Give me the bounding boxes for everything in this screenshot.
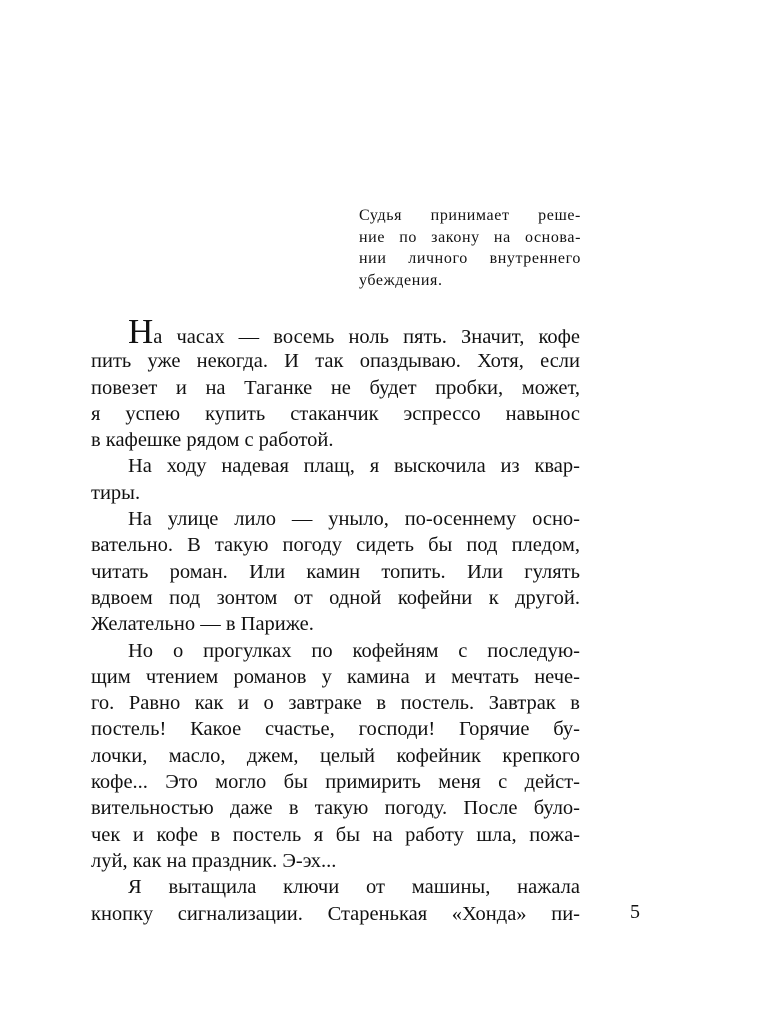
paragraph-line: кнопку сигнализации. Старенькая «Хонда» пи- <box>91 902 580 925</box>
paragraph-line <box>91 312 580 351</box>
paragraph-line: тиры. <box>91 481 141 504</box>
paragraph-line: вдвоем под зонтом от одной кофейни к другой. <box>91 586 580 609</box>
paragraph-line: постель! Какое счастье, господи! Горячие бу- <box>91 718 580 741</box>
paragraph-line: На улице лило — уныло, по-осеннему осно- <box>128 508 580 531</box>
paragraph-line-text: а часах — восемь ноль пять. Значит, кофе <box>153 326 580 348</box>
drop-cap: Н <box>128 312 154 351</box>
paragraph-line: в кафешке рядом с работой. <box>91 429 334 452</box>
paragraph-line: чек и кофе в постель я бы на работу шла, пожа- <box>91 823 580 846</box>
paragraph-line: луй, как на праздник. Э-эх... <box>91 849 337 872</box>
paragraph-line: пить уже некогда. И так опаздываю. Хотя, если <box>91 350 580 373</box>
paragraph-line: го. Равно как и о завтраке в постель. Завтрак в <box>91 692 580 715</box>
epigraph <box>359 205 581 291</box>
paragraph-line: лочки, масло, джем, целый кофейник крепкого <box>91 744 580 767</box>
paragraph-line: Я вытащила ключи от машины, нажала <box>128 876 580 899</box>
body-text <box>91 312 580 927</box>
epigraph-line: убеждения. <box>359 271 443 289</box>
paragraph-line: кофе... Это могло бы примирить меня с дейст- <box>91 771 580 794</box>
epigraph-line: нии личного внутреннего <box>359 250 581 267</box>
page-number: 5 <box>630 901 640 923</box>
paragraph-line: На ходу надевая плащ, я выскочила из квар- <box>128 455 580 478</box>
paragraph-line: Но о прогулках по кофейням с последую- <box>128 639 580 662</box>
paragraph-line: щим чтением романов у камина и мечтать нече- <box>91 665 580 688</box>
paragraph-line: я успею купить стаканчик эспрессо навынос <box>91 402 580 425</box>
paragraph-line: Желательно — в Париже. <box>91 613 314 636</box>
paragraph-line: вительностью даже в такую погоду. После було- <box>91 797 580 820</box>
epigraph-line: ние по закону на основа- <box>359 228 581 246</box>
epigraph-line: Судья принимает реше- <box>359 207 581 224</box>
paragraph-line: вательно. В такую погоду сидеть бы под пледом, <box>91 534 580 557</box>
paragraph-line: повезет и на Таганке не будет пробки, может, <box>91 376 580 399</box>
paragraph-line: читать роман. Или камин топить. Или гулять <box>91 560 580 583</box>
